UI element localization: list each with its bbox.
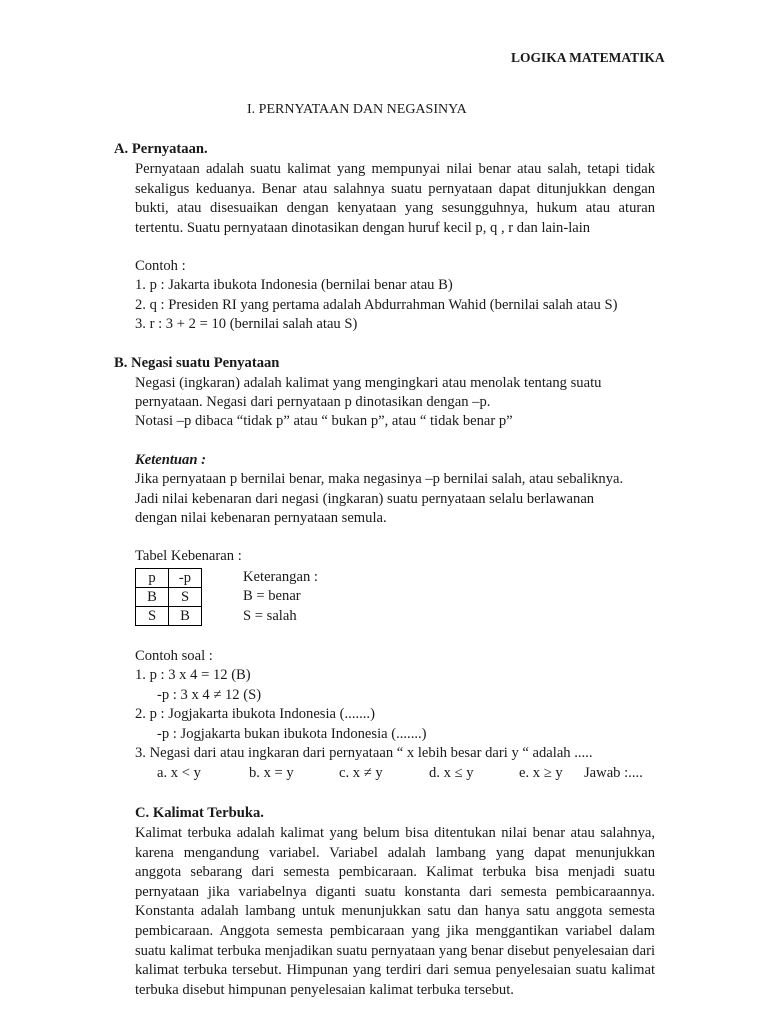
example-item: 3. r : 3 + 2 = 10 (bernilai salah atau S) — [135, 316, 358, 332]
keterangan-item: S = salah — [243, 608, 297, 624]
option-e: e. x ≥ y — [519, 765, 563, 781]
keterangan-label: Keterangan : — [243, 569, 318, 585]
negasi-line: Notasi –p dibaca “tidak p” atau “ bukan p”, atau “ tidak benar p” — [135, 413, 513, 429]
negasi-line: pernyataan. Negasi dari pernyataan p dinotasikan dengan –p. — [135, 394, 491, 410]
table-row — [136, 607, 202, 626]
section-c-heading: C. Kalimat Terbuka. — [135, 805, 264, 821]
option-c: c. x ≠ y — [339, 765, 383, 781]
table-header-cell: p — [136, 569, 169, 588]
section-c-paragraph: Kalimat terbuka adalah kalimat yang belum bisa ditentukan nilai benar atau salahnya, karena mengandung variabel. Variabel adalah lambang yang dapat menunjukkan anggota sebarang dari semesta pembicaraan. Kalimat terbuka bisa menjadi suatu pernyataan jika variabelnya diganti suatu konstanta dari semesta pembicaraannya. Konstanta adalah lambang untuk menunjukkan satu dan hanya satu anggota semesta pembicaraan. Anggota semesta pembicaraan yang jika menggantikan variabel dalam suatu kalimat terbuka menjadikan suatu pernyataan yang benar disebut penyelesaian dari kalimat terbuka tersebut. Himpunan yang terdiri dari semua penyelesaian suatu kalimat terbuka disebut himpunan penyelesaian kalimat terbuka tersebut. — [135, 825, 655, 998]
soal-line: 1. p : 3 x 4 = 12 (B) — [135, 667, 251, 683]
soal-line: -p : Jogjakarta bukan ibukota Indonesia (.......) — [157, 726, 427, 742]
table-cell: B — [136, 588, 169, 607]
table-header-cell: -p — [169, 569, 202, 588]
keterangan-item: B = benar — [243, 588, 301, 604]
soal-line: 2. p : Jogjakarta ibukota Indonesia (.......) — [135, 706, 375, 722]
table-cell: S — [136, 607, 169, 626]
soal-line: 3. Negasi dari atau ingkaran dari pernyataan “ x lebih besar dari y “ adalah ..... — [135, 745, 593, 761]
example-item: 1. p : Jakarta ibukota Indonesia (bernilai benar atau B) — [135, 277, 453, 293]
option-b: b. x = y — [249, 765, 294, 781]
ketentuan-line: dengan nilai kebenaran pernyataan semula. — [135, 510, 387, 526]
ketentuan-line: Jadi nilai kebenaran dari negasi (ingkaran) suatu pernyataan selalu berlawanan — [135, 491, 595, 507]
negasi-line: Negasi (ingkaran) adalah kalimat yang mengingkari atau menolak tentang suatu — [135, 375, 602, 391]
ketentuan-line: Jika pernyataan p bernilai benar, maka negasinya –p bernilai salah, atau sebaliknya. — [135, 471, 624, 487]
contoh-label: Contoh : — [135, 258, 186, 274]
truth-table — [135, 568, 202, 626]
example-item: 2. q : Presiden RI yang pertama adalah Abdurrahman Wahid (bernilai salah atau S) — [135, 297, 618, 313]
contoh-soal-label: Contoh soal : — [135, 648, 213, 664]
ketentuan-label: Ketentuan : — [135, 452, 206, 468]
page-title: I. PERNYATAAN DAN NEGASINYA — [247, 102, 467, 117]
page-header: LOGIKA MATEMATIKA — [511, 50, 665, 65]
tabel-label: Tabel Kebenaran : — [135, 548, 242, 564]
table-cell: S — [169, 588, 202, 607]
section-a-heading: A. Pernyataan. — [114, 141, 208, 157]
jawab-label: Jawab :.... — [584, 765, 643, 781]
soal-line: -p : 3 x 4 ≠ 12 (S) — [157, 687, 262, 703]
section-a-paragraph: Pernyataan adalah suatu kalimat yang mempunyai nilai benar atau salah, tetapi tidak sekaligus keduanya. Benar atau salahnya suatu pernyataan dapat ditunjukkan dengan bukti, atau disesuaikan dengan kenyataan yang sesungguhnya, hukum atau aturan tertentu. Suatu pernyataan dinotasikan dengan huruf kecil p, q , r dan lain-lain — [135, 161, 655, 236]
table-cell: B — [169, 607, 202, 626]
option-a: a. x < y — [157, 765, 201, 781]
table-row — [136, 588, 202, 607]
section-b-heading: B. Negasi suatu Penyataan — [114, 355, 280, 371]
option-d: d. x ≤ y — [429, 765, 474, 781]
table-header-row — [136, 569, 202, 588]
